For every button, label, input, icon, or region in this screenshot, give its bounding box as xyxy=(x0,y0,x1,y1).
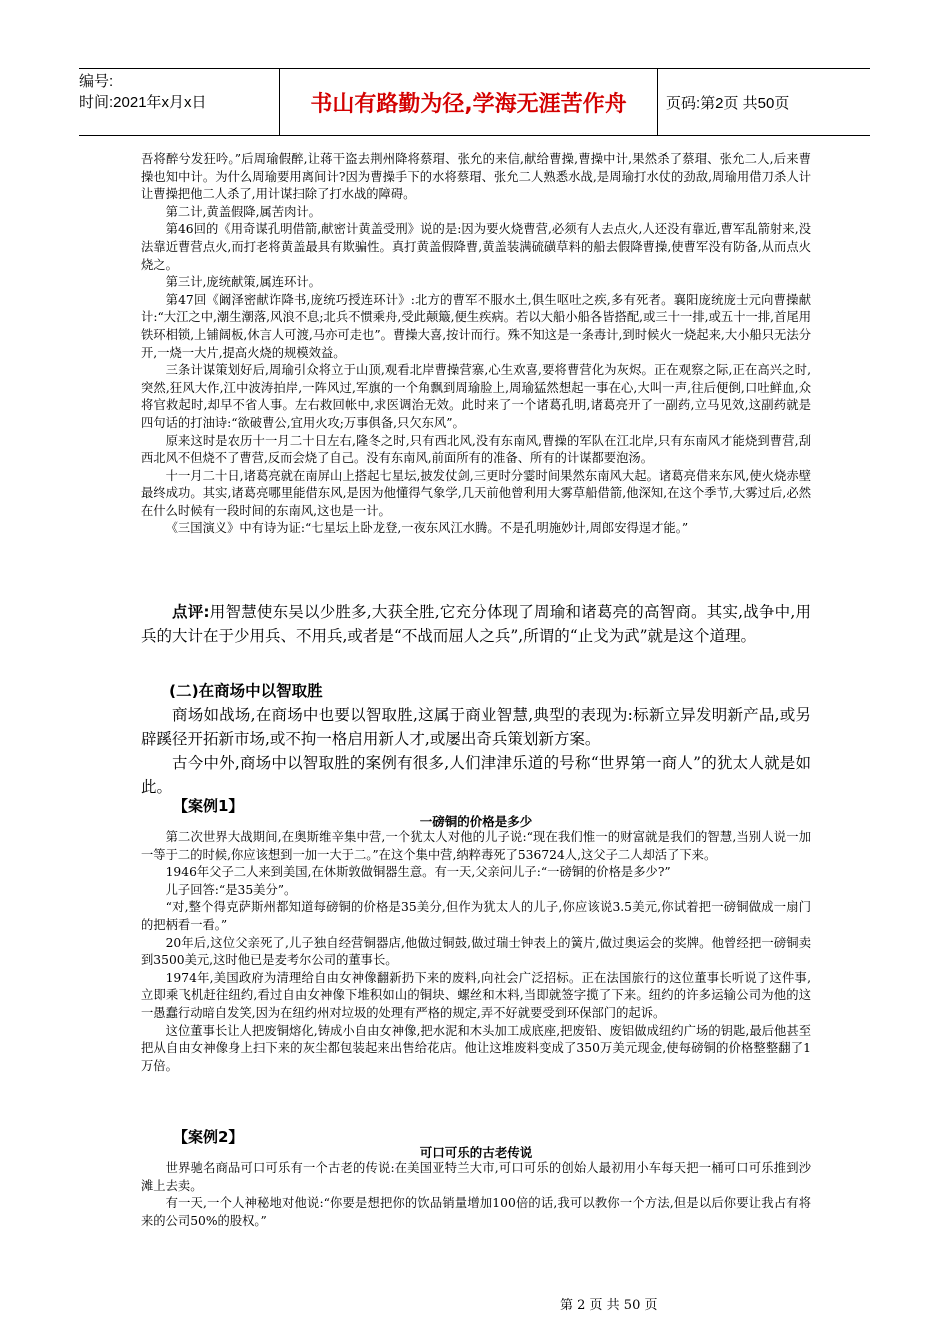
paragraph: “对,整个得克萨斯州都知道每磅铜的价格是35美分,但作为犹太人的儿子,你应该说3.5美元,你试着把一磅铜做成一扇门的把柄看一看。” xyxy=(141,900,811,932)
paragraph: 原来这时是农历十一月二十日左右,隆冬之时,只有西北风,没有东南风,曹操的军队在江北岸,只有东南风才能烧到曹营,刮西北风不但烧不了曹营,反而会烧了自己。没有东南风,前面所有的准备、所有的计谋都要泡汤。 xyxy=(141,433,811,466)
paragraph: 商场如战场,在商场中也要以智取胜,这属于商业智慧,典型的表现为:标新立异发明新产品,或另辟蹊径开拓新市场,或不拘一格启用新人才,或屡出奇兵策划新方案。 xyxy=(141,706,811,748)
paragraph: 世界驰名商品可口可乐有一个古老的传说:在美国亚特兰大市,可口可乐的创始人最初用小车每天把一桶可口可乐推到沙滩上去卖。 xyxy=(141,1161,811,1193)
comment-label: 点评: xyxy=(172,603,210,621)
case2-title: 可口可乐的古老传说 xyxy=(419,1145,533,1160)
header-table xyxy=(79,68,870,136)
case1-text xyxy=(141,829,811,1075)
paragraph: 1946年父子二人来到美国,在休斯敦做铜器生意。有一天,父亲问儿子:“一磅铜的价格是多少?” xyxy=(165,865,671,880)
case1-label: 【案例1】 xyxy=(173,797,244,815)
number-label: 编号: xyxy=(79,73,114,90)
paragraph: 20年后,这位父亲死了,儿子独自经营铜器店,他做过铜鼓,做过瑞士钟表上的簧片,做过奥运会的奖牌。他曾经把一磅铜卖到3500美元,这时他已是麦考尔公司的董事长。 xyxy=(141,935,811,968)
section2-block xyxy=(141,679,811,799)
comment-block xyxy=(141,600,811,648)
paragraph: 吾将醉兮发狂吟。”后周瑜假醉,让蒋干盗去荆州降将蔡瑁、张允的来信,献给曹操,曹操中计,果然杀了蔡瑁、张允二人,后来曹操也知中计。为什么周瑜要用离间计?因为曹操手下的水将蔡瑁、张允二人熟悉水战,是周瑜打水仗的劲敌,周瑜用借刀杀人计让曹操把他二人杀了,用计谋扫除了打水战的障碍。 xyxy=(141,152,811,202)
paragraph: 这位董事长让人把废铜熔化,铸成小自由女神像,把水泥和木头加工成底座,把废铅、废铝做成纽约广场的钥匙,最后他甚至把从自由女神像身上扫下来的灰尘都包装起来出售给花店。他让这堆废料变成了350万美元现金,使每磅铜的价格整整翻了1万倍。 xyxy=(141,1023,811,1073)
paragraph: 第47回《阚泽密献诈降书,庞统巧授连环计》:北方的曹军不服水土,俱生呕吐之疾,多有死者。襄阳庞统庞士元向曹操献计:“大江之中,潮生潮落,风浪不息;北兵不惯乘舟,受此颠簸,便生疾病。若以大船小船各皆搭配,或三十一排,或五十一排,首尾用铁环相锁,上铺阔板,休言人可渡,马亦可走也”。曹操大喜,按计而行。殊不知这是一条毒计,到时候火一烧起来,大小船只无法分开,一烧一大片,提高火烧的规模效益。 xyxy=(141,292,811,360)
case2-label: 【案例2】 xyxy=(173,1128,244,1146)
paragraph: 第46回的《用奇谋孔明借箭,献密计黄盖受刑》说的是:因为要火烧曹营,必须有人去点火,人还没有靠近,曹军乱箭射来,没法靠近曹营点火,而打老将黄盖最具有欺骗性。真打黄盖假降曹,黄盖装满硫磺草料的船去假降曹操,使曹军没有防备,从而点火烧之。 xyxy=(141,222,811,272)
paragraph: 古今中外,商场中以智取胜的案例有很多,人们津津乐道的号称“世界第一商人”的犹太人就是如此。 xyxy=(141,754,811,796)
paragraph: 十一月二十日,诸葛亮就在南屏山上搭起七星坛,披发仗剑,三更时分霎时间果然东南风大起。诸葛亮借来东风,使火烧赤壁最终成功。其实,诸葛亮哪里能借东风,是因为他懂得气象学,几天前他曾利用大雾草船借箭,他深知,在这个季节,大雾过后,必然在什么时候有一段时间的东南风,这也是一计。 xyxy=(141,468,811,518)
page-footer: 第 2 页 共 50 页 xyxy=(560,1298,658,1313)
section2-heading: (二)在商场中以智取胜 xyxy=(169,682,323,700)
time-label: 时间:2021年x月x日 xyxy=(79,94,207,111)
paragraph: 第二次世界大战期间,在奥斯维辛集中营,一个犹太人对他的儿子说:“现在我们惟一的财富就是我们的智慧,当别人说一加一等于二的时候,你应该想到一加一大于二。”在这个集中营,纳粹毒死了536724人,这父子二人却活了下来。 xyxy=(141,830,811,862)
paragraph: 儿子回答:“是35美分”。 xyxy=(165,882,297,897)
header-motto: 书山有路勤为径,学海无涯苦作舟 xyxy=(280,69,658,135)
header-meta-cell xyxy=(79,69,280,135)
comment-text: 用智慧使东吴以少胜多,大获全胜,它充分体现了周瑜和诸葛亮的高智商。其实,战争中,用兵的大计在于少用兵、不用兵,或者是“不战而屈人之兵”,所谓的“止戈为武”就是这个道理。 xyxy=(141,603,811,645)
paragraph: 1974年,美国政府为清理给自由女神像翻新扔下来的废料,向社会广泛招标。正在法国旅行的这位董事长听说了这件事,立即乘飞机赶往纽约,看过自由女神像下堆积如山的铜块、螺丝和木料,当即就签字揽了下来。纽约的许多运输公司为他的这一愚蠢行动暗自发笑,因为在纽约州对垃圾的处理有严格的规定,弄不好就要受到环保部门的起诉。 xyxy=(141,970,811,1020)
paragraph: 第三计,庞统献策,属连环计。 xyxy=(165,275,321,290)
paragraph: 三条计谋策划好后,周瑜引众将立于山顶,观看北岸曹操营寨,心生欢喜,要将曹营化为灰烬。正在观察之际,正在高兴之时,突然,狂风大作,江中波涛拍岸,一阵风过,军旗的一个角飘到周瑜脸上,周瑜猛然想起一事在心,大叫一声,往后便倒,口吐鲜血,众将官救起时,却早不省人事。左右救回帐中,求医调治无效。此时来了一个诸葛孔明,诸葛亮开了一副药,立马见效,这副药就是四句话的打油诗:“欲破曹公,宜用火攻;万事俱备,只欠东风”。 xyxy=(141,363,811,430)
paragraph: 第二计,黄盖假降,属苦肉计。 xyxy=(165,204,321,219)
section1-text xyxy=(141,151,811,538)
case2-text xyxy=(141,1160,811,1230)
header-page-label: 页码:第2页 共50页 xyxy=(666,94,790,112)
paragraph: 有一天,一个人神秘地对他说:“你要是想把你的饮品销量增加100倍的话,我可以教你一个方法,但是以后你要让我占有将来的公司50%的股权。” xyxy=(141,1196,811,1228)
case1-title: 一磅铜的价格是多少 xyxy=(419,814,533,829)
paragraph: 《三国演义》中有诗为证:“七星坛上卧龙登,一夜东风江水腾。不是孔明施妙计,周郎安得逞才能。” xyxy=(165,521,689,536)
